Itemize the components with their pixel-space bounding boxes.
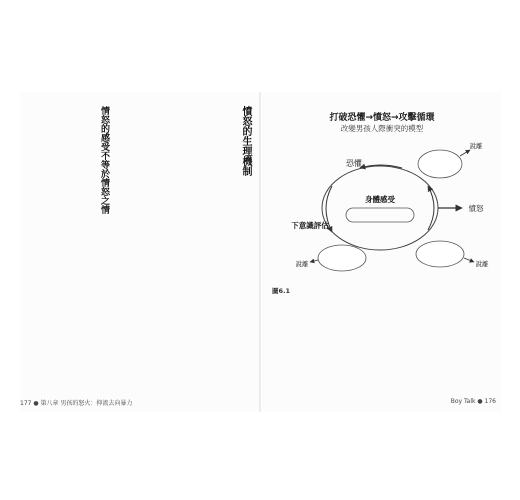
arrow-leave-bottom-left (310, 260, 318, 262)
label-anger: 憤怒 (468, 204, 484, 213)
label-leave-bottom-left: 說離 (295, 260, 309, 268)
center-note-box (346, 208, 414, 222)
label-leave-top: 說離 (469, 142, 483, 150)
label-fear: 恐懼 (346, 159, 362, 168)
arrow-leave-top (460, 150, 470, 156)
left-folio: 177 ● 第八章 男孩的怒火：抑流去向暴力 (20, 400, 133, 407)
figure-title: 打破恐懼→憤怒→攻擊循環 (329, 113, 435, 123)
subheading: 情怒的感受不等於情怒之情 (99, 106, 109, 214)
figure-label: 圖6.1 (272, 287, 291, 295)
gutter (259, 92, 261, 412)
figure-subtitle: 改變男孩人際衝突的模型 (340, 124, 424, 133)
body-text-2 (24, 106, 92, 292)
section-heading: 憤怒的生理機制 (240, 106, 251, 176)
right-folio: Boy Talk ● 176 (450, 398, 496, 405)
right-page (262, 92, 502, 412)
body-text (116, 106, 232, 292)
label-appraisal: 下意識評估 (291, 221, 329, 230)
left-page (20, 92, 260, 412)
label-body-sensation: 身體感受 (365, 195, 395, 204)
label-leave-bottom-right: 說離 (475, 260, 489, 268)
cycle-arrow-right (428, 186, 434, 230)
cloud-bottom-right (416, 241, 464, 267)
cloud-top-right (418, 150, 462, 178)
arrow-leave-bottom-right (464, 258, 474, 262)
cloud-bottom-left (318, 245, 366, 271)
cycle-diagram (262, 136, 502, 276)
